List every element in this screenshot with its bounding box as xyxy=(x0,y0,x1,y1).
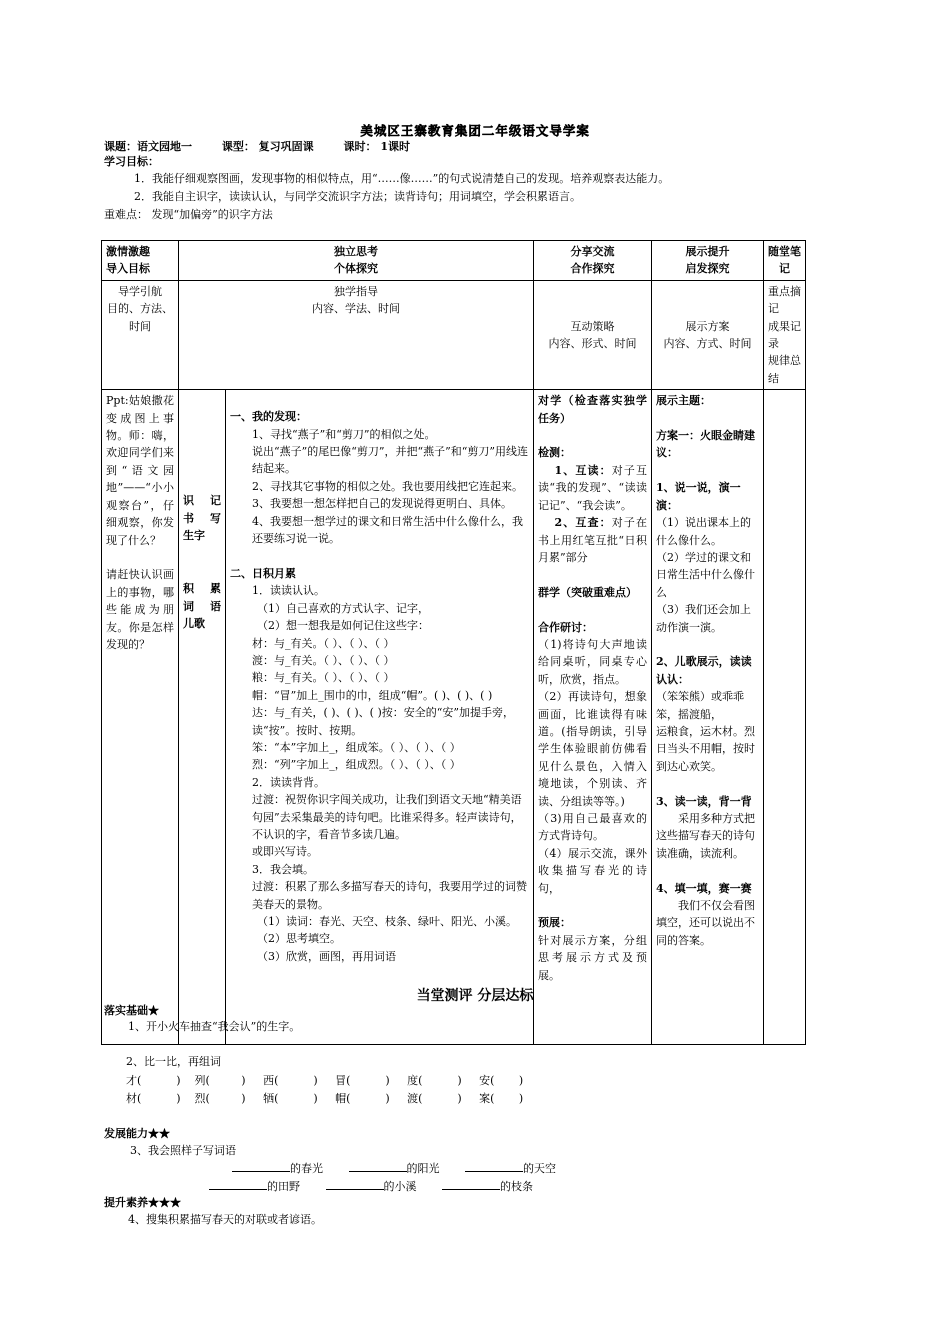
cell-paragraph: 3．我会填。 xyxy=(252,862,314,876)
activity-label: 积 累 词 语 儿歌 xyxy=(183,582,221,631)
cell-paragraph: 烈：“列”字加上_，组成烈。（ ）、（ ）、（ ） xyxy=(252,758,461,772)
cell-paragraph xyxy=(538,897,647,914)
cell-paragraph: 合作研讨： xyxy=(538,620,593,634)
fill-blank-row xyxy=(232,1160,556,1176)
question-2: 2、比一比，再组词 xyxy=(126,1055,221,1068)
fill-blank: 的小溪 xyxy=(383,1180,417,1193)
cell-paragraph: 1．读读认认。 xyxy=(252,584,325,598)
cell-paragraph: 渡：与_有关。（ ）、（ ）、（ ） xyxy=(252,653,395,667)
fill-blank: 的天空 xyxy=(523,1162,556,1175)
cell-paragraph: （1）读词：春光、天空、枝条、绿叶、阳光、小溪。 xyxy=(257,915,517,929)
subheader-cell: 独学指导 内容、学法、时间 xyxy=(179,280,534,389)
cell-paragraph: 说出“燕子”的尾巴像“剪刀”，并把“燕子”和“剪刀”用线连结起来。 xyxy=(252,445,528,476)
cell-paragraph: 采用多种方式把这些描写春天的诗句读准确，读流利。 xyxy=(656,812,755,860)
cell-paragraph: 2、儿歌展示，读读认认： xyxy=(656,655,752,686)
cell-paragraph: 2、寻找其它事物的相似之处。我也要用线把它连起来。 xyxy=(252,479,523,493)
type-label: 课型： 复习巩固课 xyxy=(221,140,314,153)
individual-study-cell xyxy=(226,390,534,1045)
cell-paragraph: 预展： xyxy=(538,916,571,930)
cell-paragraph: 针对展示方案，分组思考展示方式及预展。 xyxy=(538,933,647,982)
cell-paragraph xyxy=(656,636,759,653)
cell-paragraph: （4）展示交流，课外收集描写春光的诗句， xyxy=(538,846,647,895)
subheader-cell: 重点摘记 成果记录 规律总结 xyxy=(764,280,806,389)
header-cell: 分享交流 合作探究 xyxy=(534,241,652,281)
cell-paragraph: 2、互查：对子在书上用红笔互批“日积月累”部分 xyxy=(538,516,648,564)
cell-paragraph xyxy=(656,775,759,792)
display-cell xyxy=(652,390,764,1045)
cell-paragraph: 或即兴写诗。 xyxy=(252,845,318,859)
course-label: 课题：语文园地一 xyxy=(104,140,192,153)
cell-paragraph xyxy=(538,601,647,618)
table-subheader-row xyxy=(102,280,806,389)
cell-paragraph: 粮：与_有关。（ ）、（ ）、（ ） xyxy=(252,671,395,685)
header-cell: 独立思考 个体探究 xyxy=(179,241,534,281)
cell-paragraph: 笨：“本”字加上_，组成笨。（ ）、（ ）、（ ） xyxy=(252,740,461,754)
cell-paragraph: 1、寻找“燕子”和“剪刀”的相似之处。 xyxy=(252,427,436,441)
cell-paragraph: 方案一：火眼金睛建议： xyxy=(656,429,755,460)
cell-paragraph: 对学（检查落实独学任务） xyxy=(538,394,647,425)
evaluation-title: 当堂测评 分层达标 xyxy=(416,988,534,1004)
notes-cell xyxy=(764,390,806,1045)
cell-paragraph: 群学（突破重难点） xyxy=(538,585,637,599)
objectives-label: 学习目标： xyxy=(104,155,159,168)
lesson-table xyxy=(101,240,806,1045)
lesson-meta xyxy=(104,138,436,154)
cell-paragraph: （1)将诗句大声地读给同桌听，同桌专心听，欣赏，指点。 xyxy=(538,637,647,686)
fill-blank: 的阳光 xyxy=(406,1162,440,1175)
cell-paragraph: 达：与_有关，( )、( )、( )按：安全的“安”加提手旁，读“按”。按时、按期。 xyxy=(252,706,514,737)
cell-paragraph: 二、日积月累 xyxy=(230,566,296,580)
subheader-cell: 展示方案 内容、方式、时间 xyxy=(652,280,764,389)
subheader-cell: 互动策略 内容、形式、时间 xyxy=(534,280,652,389)
cell-paragraph: （2）学过的课文和日常生活中什么像什么 xyxy=(656,550,755,599)
page-title: 美城区王寨教育集团二年级语文导学案 xyxy=(360,123,590,138)
group-study-cell xyxy=(534,390,652,1045)
table-body-row xyxy=(102,390,806,1045)
hours-label: 课时： 1课时 xyxy=(343,140,411,153)
word-compare-row: 材( ) 烈( ) 牺( ) 帽( ) 渡( ) 案( ) xyxy=(126,1092,524,1105)
cell-paragraph: 过渡：祝贺你识字闯关成功，让我们到语文天地“精美语句园”去采集最美的诗句吧。比谁采得多。轻声读诗句，不认识的字，看音节多读几遍。 xyxy=(252,793,522,841)
cell-paragraph: 材：与_有关。（ ）、（ ）、（ ） xyxy=(252,636,395,650)
cell-paragraph: （1）自己喜欢的方式认字、记字， xyxy=(257,601,429,615)
cell-paragraph: 4、填一填，赛一赛 xyxy=(656,881,752,895)
cell-paragraph: 1、说一说，演一演： xyxy=(656,481,741,512)
header-cell: 展示提升 启发探究 xyxy=(652,241,764,281)
cell-paragraph xyxy=(656,862,759,879)
cell-paragraph: 4、我要想一想学过的课文和日常生活中什么像什么，我还要练习说一说。 xyxy=(252,514,523,546)
cell-paragraph: （2）想一想我是如何记住这些字： xyxy=(257,619,429,633)
table-header-row xyxy=(102,241,806,281)
header-cell: 激情激趣 导入目标 xyxy=(102,241,179,281)
cell-lead: 1、互读： xyxy=(554,463,612,477)
cell-paragraph: （3)用自己最喜欢的方式背诗句。 xyxy=(538,812,647,843)
key-points: 重难点： 发现“加偏旁”的识字方法 xyxy=(104,208,273,221)
fill-blank: 的田野 xyxy=(267,1180,300,1193)
cell-paragraph xyxy=(656,410,759,427)
cell-paragraph xyxy=(656,462,759,479)
cell-paragraph: 3、读一读，背一背 xyxy=(656,794,752,808)
header-cell: 随堂笔记 xyxy=(764,241,806,281)
level-advanced: 提升素养★★★ xyxy=(104,1196,181,1209)
intro-text: 请赶快认识画上的事物，哪些能成为朋友。你是怎样发现的？ xyxy=(106,568,174,651)
fill-blank-row xyxy=(209,1178,533,1194)
question-3: 3、我会照样子写词语 xyxy=(130,1144,236,1157)
word-compare-row: 才( ) 列( ) 西( ) 冒( ) 度( ) 安( ) xyxy=(126,1074,524,1087)
cell-paragraph: 运粮食，运木材。烈日当头不用帽，按时到达心欢笑。 xyxy=(656,724,755,773)
activity-label-cell xyxy=(179,390,226,1045)
cell-paragraph: 2．读读背背。 xyxy=(252,775,325,789)
cell-paragraph: （2）再读诗句，想象画面，比谁读得有味道。(指导朗读，引导学生体验眼前仿佛看见什么景色，入情入境地读，个别读、齐读、分组读等等。) xyxy=(538,690,647,808)
intro-text: Ppt:姑娘撒花变成图上事物。师：嗨，欢迎同学们来到“语文园地”——“小小观察台”，仔细观察，你发现了什么？ xyxy=(106,394,174,547)
cell-paragraph: 一、我的发现： xyxy=(230,410,307,424)
intro-cell xyxy=(102,390,179,1045)
question-1: 1、开小火车抽查“我会认”的生字。 xyxy=(128,1020,301,1033)
cell-paragraph xyxy=(538,566,647,583)
cell-paragraph: 我们不仅会看图填空，还可以说出不同的答案。 xyxy=(656,899,755,947)
objective-item: 1．我能仔细观察图画，发现事物的相似特点，用“……像……”的句式说清楚自己的发现。培养观察表达能力。 xyxy=(134,172,670,185)
cell-paragraph: 3、我要想一想怎样把自己的发现说得更明白、具体。 xyxy=(252,497,512,511)
cell-paragraph: （笨笨熊）或乖乖笨，摇渡船， xyxy=(656,690,744,721)
cell-paragraph xyxy=(230,548,529,565)
level-develop: 发展能力★★ xyxy=(104,1127,170,1140)
cell-paragraph: （3）我们还会加上动作演一演。 xyxy=(656,603,751,634)
question-4: 4、搜集积累描写春天的对联或者谚语。 xyxy=(128,1213,322,1226)
cell-paragraph xyxy=(538,427,647,444)
cell-paragraph: （3）欣赏，画图，再用词语 xyxy=(257,949,396,963)
cell-paragraph: （2）思考填空。 xyxy=(257,932,341,946)
objective-item: 2．我能自主识字，读读认认，与同学交流识字方法；读背诗句；用词填空，学会积累语言。 xyxy=(134,190,581,203)
fill-blank: 的春光 xyxy=(290,1162,323,1175)
fill-blank: 的枝条 xyxy=(500,1180,533,1193)
activity-label: 识 记 书 写 生字 xyxy=(183,494,221,543)
cell-paragraph: 过渡：积累了那么多描写春天的诗句，我要用学过的词赞美春天的景物。 xyxy=(252,880,527,911)
cell-paragraph: 帽：“冒”加上_围巾的巾，组成“帽”。( )、( )、( ) xyxy=(252,688,493,702)
cell-paragraph: （1）说出课本上的什么像什么。 xyxy=(656,516,751,547)
cell-paragraph: 检测： xyxy=(538,446,571,460)
level-basic: 落实基础★ xyxy=(104,1004,159,1017)
cell-lead: 2、互查： xyxy=(554,516,612,530)
cell-paragraph: 展示主题： xyxy=(656,394,711,408)
cell-paragraph: 1、互读：对子互读“我的发现”、“读读记记”、“我会读”。 xyxy=(538,463,648,512)
subheader-cell: 导学引航 目的、方法、 时间 xyxy=(102,280,179,389)
